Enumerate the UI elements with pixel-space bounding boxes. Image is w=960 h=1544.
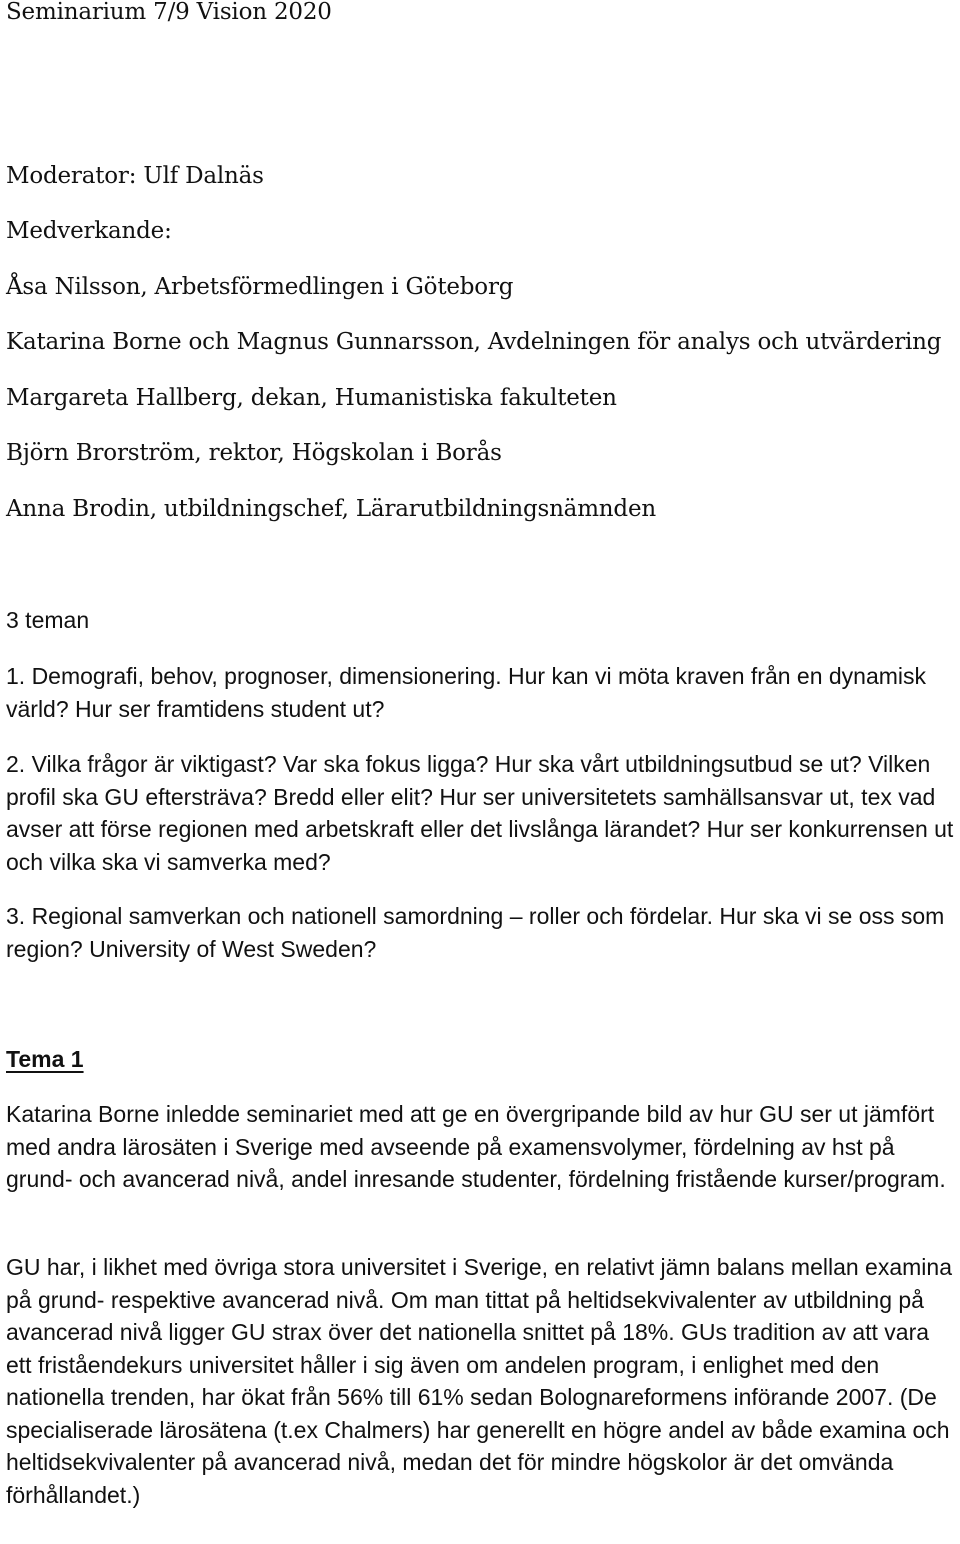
participant-item: Björn Brorström, rektor, Högskolan i Borås bbox=[6, 440, 502, 466]
participant-item: Åsa Nilsson, Arbetsförmedlingen i Göteborg bbox=[6, 274, 514, 300]
medverkande-label: Medverkande: bbox=[6, 218, 172, 244]
participant-item: Margareta Hallberg, dekan, Humanistiska fakulteten bbox=[6, 385, 617, 411]
section-heading: Tema 1 bbox=[6, 1046, 84, 1072]
participant-item: Katarina Borne och Magnus Gunnarsson, Avdelningen för analys och utvärdering bbox=[6, 329, 942, 355]
theme-item-3: 3. Regional samverkan och nationell samordning – roller och fördelar. Hur ska vi se oss som region? University of West Sweden? bbox=[6, 903, 945, 962]
participant-item: Anna Brodin, utbildningschef, Lärarutbildningsnämnden bbox=[6, 496, 656, 522]
document-title: Seminarium 7/9 Vision 2020 bbox=[6, 0, 332, 25]
body-paragraph-1: Katarina Borne inledde seminariet med att ge en övergripande bild av hur GU ser ut jämfört med andra lärosäten i Sverige med avseende på examensvolymer, fördelning av hst på grund- och avancerad nivå, andel inresande studenter, fördelning fristående kurser/program. bbox=[6, 1101, 946, 1192]
theme-item-2: 2. Vilka frågor är viktigast? Var ska fokus ligga? Hur ska vårt utbildningsutbud se ut? Vilken profil ska GU eftersträva? Bredd eller elit? Hur ser universitetets samhällsansvar ut, tex vad avser att förse regionen med arbetskraft eller det livslånga lärandet? Hur ser konkurrensen ut och vilka ska vi samverka med? bbox=[6, 751, 954, 875]
moderator-line: Moderator: Ulf Dalnäs bbox=[6, 163, 264, 189]
theme-item-1: 1. Demografi, behov, prognoser, dimensionering. Hur kan vi möta kraven från en dynamisk värld? Hur ser framtidens student ut? bbox=[6, 663, 927, 722]
themes-label: 3 teman bbox=[6, 607, 90, 633]
body-paragraph-2: GU har, i likhet med övriga stora universitet i Sverige, en relativt jämn balans mellan examina på grund- respektive avancerad nivå. Om man tittat på heltidsekvivalenter av utbildning på avancerad nivå ligger GU strax över det nationella snittet på 18%. GUs tradition av att vara ett friståendekurs universitet håller i sig även om andelen program, i enlighet med den nationella trenden, har ökat från 56% till 61% sedan Bolognareformens införande 2007. (De specialiserade lärosätena (t.ex Chalmers) har generellt en högre andel av både examina och heltidsekvivalenter på avancerad nivå, medan det för mindre högskolor är det omvända förhållandet.) bbox=[6, 1254, 952, 1508]
